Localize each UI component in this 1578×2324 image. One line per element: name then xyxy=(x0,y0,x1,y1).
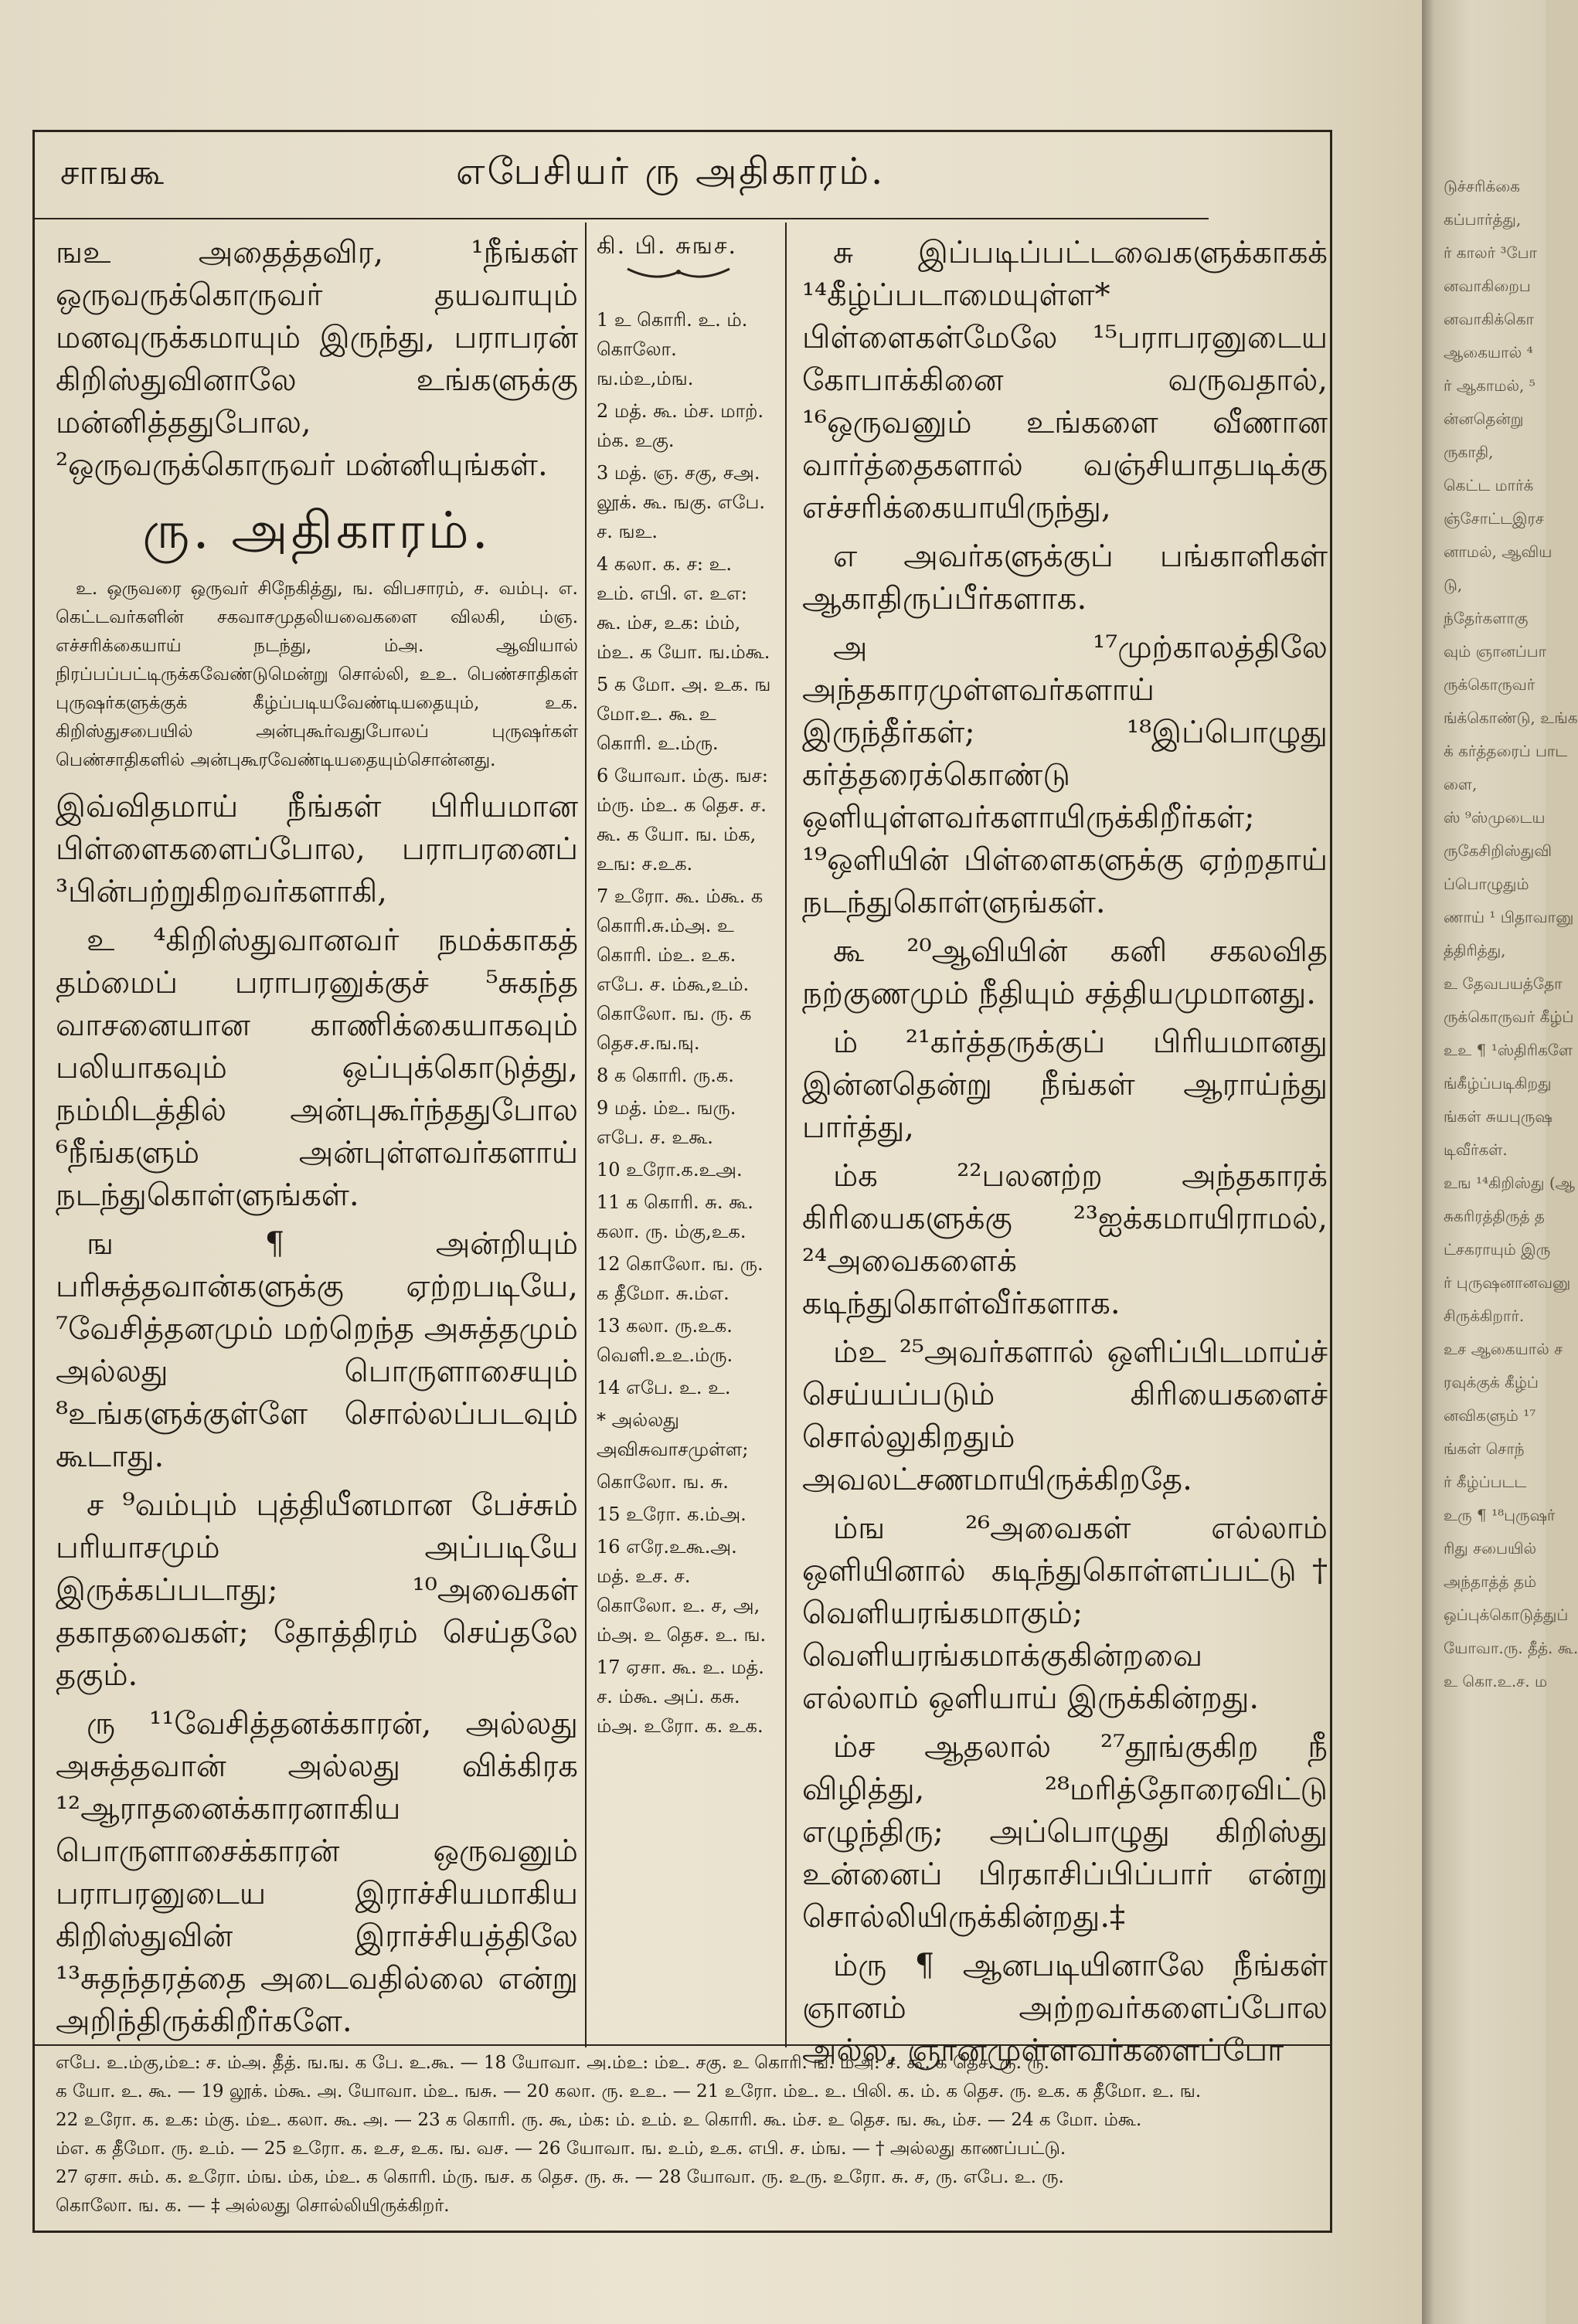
adjacent-page-line: னவாகிக்கொ xyxy=(1444,310,1534,328)
adjacent-page-line: ஸ் ⁹ஸ்முடைய xyxy=(1444,808,1546,827)
adjacent-page-line: ருகாதி, xyxy=(1444,443,1494,461)
footnote-rule xyxy=(35,2044,1330,2046)
adjacent-page-line: ப்பொழுதும் xyxy=(1444,875,1529,893)
adjacent-page-line: னவிகளும் ¹⁷ xyxy=(1444,1406,1536,1425)
adjacent-page-line: ருக்கொருவர் கீழ்ப் xyxy=(1444,1007,1574,1026)
adjacent-page-line: டுச்சரிக்கை xyxy=(1444,177,1520,195)
column-divider-right xyxy=(785,223,787,2047)
era-heading: கி. பி. சுஙச. xyxy=(597,233,738,260)
verse-paragraph: ம்உ ²⁵அவர்களால் ஒளிப்பிடமாய்ச் செய்யப்படும் கிரியைகளைச் சொல்லுகிறதும் அவலட்சணமாயிருக்கிறதே. xyxy=(802,1334,1328,1497)
adjacent-page-line: அந்தாத்த் தம் xyxy=(1444,1572,1537,1591)
adjacent-page-line: ஒப்புக்கொடுத்துப் xyxy=(1444,1605,1569,1624)
cross-reference-column xyxy=(597,232,774,1744)
adjacent-page-line: ருக்கொருவர் xyxy=(1444,675,1535,694)
adjacent-page-edge xyxy=(1422,0,1578,2324)
cross-reference-entry: 12 கொலோ. ங. ரு. க தீமோ. சு.ம்எ. xyxy=(597,1253,763,1304)
adjacent-page-line: ன்னதென்று xyxy=(1444,409,1524,428)
cross-reference-entry: 1 உ கொரி. உ. ம். கொலோ. ங.ம்உ,ம்ங. xyxy=(597,309,748,389)
cross-reference-entry: 2 மத். கூ. ம்ச. மாற். ம்க. உகு. xyxy=(597,400,764,451)
footnote-line: ம்எ. க தீமோ. ரு. உம். — 25 உரோ. க. உச, உக. ங. வச. — 26 யோவா. ங. உம், உக. எபி. ச. ம்ங. — † அல்லது காணப்பட்டு. xyxy=(56,2139,1066,2159)
left-column xyxy=(56,232,578,2049)
right-column xyxy=(802,232,1328,2078)
verse-paragraph: ஙஉ அதைத்தவிர, ¹நீங்கள் ஒருவருக்கொருவர் தயவாயும் மனவுருக்கமாயும் இருந்து, பராபரன் கிறிஸ்துவினாலே உங்களுக்கு மன்னித்ததுபோல, ²ஒருவருக்கொருவர் மன்னியுங்கள். xyxy=(56,235,578,483)
adjacent-page-line: உங ¹⁴கிறிஸ்து (ஆ xyxy=(1444,1174,1575,1192)
adjacent-page-line: ங்க்கொண்டு, உங்க xyxy=(1444,708,1578,727)
verse-paragraph: ம்ங ²⁶அவைகள் எல்லாம் ஒளியினால் கடிந்துகொள்ளப்பட்டு† வெளியரங்கமாகும்; வெளியரங்கமாக்குகின்றவை எல்லாம் ஒளியாய் இருக்கின்றது. xyxy=(802,1510,1328,1716)
adjacent-page-line: உச ஆகையால் ச xyxy=(1444,1340,1563,1358)
cross-reference-entry: 11 க கொரி. சு. கூ. கலா. ரு. ம்கு,உக. xyxy=(597,1191,753,1242)
adjacent-page-line: னவாகிறைப xyxy=(1444,277,1531,295)
adjacent-page-line: ர் கீழ்ப்படட xyxy=(1444,1473,1527,1491)
cross-reference-entry: 15 உரோ. க.ம்அ. xyxy=(597,1503,746,1525)
page-number: சாஙகூ xyxy=(60,153,166,192)
adjacent-page-line: யோவா.ரு. தீத். கூ. xyxy=(1444,1639,1578,1657)
footnote-line: எபே. உ.ம்கு,ம்உ: ச. ம்அ. தீத். ங.ங. க பே. உ.கூ. — 18 யோவா. அ.ம்உ: ம்உ. சகு. உ கொரி. ங. ம்அ: ச. கூ. க தெச. ரு. ரு. xyxy=(56,2053,1049,2073)
cross-reference-entry: 9 மத். ம்உ. ஙரு. எபே. ச. உகூ. xyxy=(597,1097,736,1148)
running-title: எபேசியர் ரு அதிகாரம். xyxy=(456,150,886,193)
adjacent-page-line: ந்தேர்களாகு xyxy=(1444,609,1529,627)
adjacent-page-line: சிருக்கிறார். xyxy=(1444,1306,1525,1325)
verse-paragraph: ம் ²¹கர்த்தருக்குப் பிரியமானது இன்னதென்று நீங்கள் ஆராய்ந்து பார்த்து, xyxy=(802,1024,1328,1145)
cross-reference-entry: கொலோ. ங. சு. xyxy=(597,1471,729,1493)
cross-reference-entry: 6 யோவா. ம்கு. ஙச: ம்ரு. ம்உ. க தெச. ச. கூ. க யோ. ங. ம்க, உங: ச.உக. xyxy=(597,765,768,875)
adjacent-page-line: ங்கீழ்ப்படிகிறது xyxy=(1444,1074,1552,1092)
footnote-line: கொலோ. ங. க. — ‡ அல்லது சொல்லியிருக்கிறர். xyxy=(56,2196,450,2216)
verse-paragraph: ம்க ²²பலனற்ற அந்தகாரக் கிரியைகளுக்கு ²³ஐக்கமாயிராமல், ²⁴அவைகளைக் கடிந்துகொள்வீர்களாக. xyxy=(802,1158,1328,1321)
chapter-title: ரு. அதிகாரம். xyxy=(142,501,491,560)
adjacent-page-line: ங்கள் சுயபுருஷ xyxy=(1444,1107,1552,1126)
adjacent-page-line: னாமல், ஆவிய xyxy=(1444,542,1552,561)
adjacent-page-line: டு, xyxy=(1444,576,1463,594)
verse-paragraph: ங ¶ அன்றியும் பரிசுத்தவான்களுக்கு ஏற்றபடியே, ⁷வேசித்தனமும் மற்றெந்த அசுத்தமும் அல்லது பொருளாசையும் ⁸உங்களுக்குள்ளே சொல்லப்படவும் கூடாது. xyxy=(56,1226,578,1474)
adjacent-page-line: ரவுக்குக் கீழ்ப் xyxy=(1444,1373,1539,1391)
column-divider-left xyxy=(585,223,587,2047)
adjacent-page-line: கெட்ட மார்க் xyxy=(1444,476,1534,494)
adjacent-page-line: உஉ ¶ ¹ஸ்திரிகளே xyxy=(1444,1041,1573,1059)
cross-reference-entry: 14 எபே. உ. உ. xyxy=(597,1377,731,1398)
verse-paragraph: ம்ரு ¶ ஆனபடியினாலே நீங்கள் ஞானம் அற்றவர்களைப்போல அல்ல, ஞானமுள்ளவர்களைப்போ xyxy=(802,1948,1328,2068)
chapter-summary: உ. ஒருவரை ஒருவர் சிநேகித்து, ங. விபசாரம், ச. வம்பு. எ. கெட்டவர்களின் சகவாசமுதலியவைகளை விலகி, ம்ஞ. எச்சரிக்கையாய் நடந்து, ம்அ. ஆவியால் நிரப்பப்பட்டிருக்கவேண்டுமென்று சொல்லி, உஉ. பெண்சாதிகள் புருஷர்களுக்குக் கீழ்ப்படியவேண்டியதையும், உக. கிறிஸ்துசபையில் அன்புகூர்வதுபோலப் புருஷர்கள் பெண்சாதிகளில் அன்புகூரவேண்டியதையும்சொன்னது. xyxy=(56,579,578,770)
adjacent-page-text xyxy=(1444,170,1578,1698)
adjacent-page-line: ட்சகராயும் இரு xyxy=(1444,1240,1551,1259)
adjacent-page-line: உரு ¶ ¹⁸புருஷர் xyxy=(1444,1506,1556,1524)
reference-list xyxy=(597,305,774,1741)
footnote-line: க யோ. உ. கூ. — 19 லூக். ம்கூ. அ. யோவா. ம்உ. ஙசு. — 20 கலா. ரு. உஉ. — 21 உரோ. ம்உ. உ. பிலி. க. ம். க தெச. ரு. உக. க தீமோ. உ. ங. xyxy=(56,2081,1202,2101)
adjacent-page-line: உ தேவபயத்தோ xyxy=(1444,974,1563,993)
header-rule xyxy=(35,218,1209,219)
cross-reference-entry: 16 எரே.உகூ.அ. மத். உச. ச. கொலோ. உ. ச, அ, ம்அ. உ தெச. உ. ங. xyxy=(597,1536,767,1646)
cross-reference-entry: 5 க மோ. அ. உக. ங மோ.உ. கூ. உ கொரி. உ.ம்ரு. xyxy=(597,674,771,754)
adjacent-page-line: த்திரித்து, xyxy=(1444,941,1506,960)
adjacent-page-line: க் கர்த்தரைப் பாட xyxy=(1444,742,1568,760)
adjacent-page-line: ர் ஆகாமல், ⁵ xyxy=(1444,376,1535,395)
cross-reference-entry: 7 உரோ. கூ. ம்கூ. க கொரி.சு.ம்அ. உ கொரி. ம்உ. உக. எபே. ச. ம்கூ,உம். கொலோ. ங. ரு. க தெச.ச.ங.ஙு. xyxy=(597,885,763,1054)
verse-paragraph: உ ⁴கிறிஸ்துவானவர் நமக்காகத் தம்மைப் பராபரனுக்குச் ⁵சுகந்த வாசனையான காணிக்கையாகவும் பலியாகவும் ஒப்புக்கொடுத்து, நம்மிடத்தில் அன்புகூர்ந்ததுபோல ⁶நீங்களும் அன்புள்ளவர்களாய் நடந்துகொள்ளுங்கள். xyxy=(56,922,578,1213)
adjacent-page-line: கப்பார்த்து, xyxy=(1444,210,1522,229)
cross-reference-entry: 4 கலா. க. ச: உ. உம். எபி. எ. உஎ: கூ. ம்ச, உக: ம்ம், ம்உ. க யோ. ங.ம்கூ. xyxy=(597,553,770,663)
verse-paragraph: ரு ¹¹வேசித்தனக்காரன், அல்லது அசுத்தவான் அல்லது விக்கிரக ¹²ஆராதனைக்காரனாகிய பொருளாசைக்காரன் ஒருவனும் பராபரனுடைய இராச்சியமாகிய கிறிஸ்துவின் இராச்சியத்திலே ¹³சுதந்தரத்தை அடைவதில்லை என்று அறிந்திருக்கிறீர்களே. xyxy=(56,1706,578,2039)
adjacent-page-line: ங்கள் சொந் xyxy=(1444,1439,1525,1458)
adjacent-page-line: ரிது சபையில் xyxy=(1444,1539,1537,1558)
cross-reference-entry: 3 மத். ஞ. சகு, சஅ. லூக். கூ. ஙகு. எபே. ச. ஙஉ. xyxy=(597,462,766,542)
ornament-flourish-icon xyxy=(624,263,733,283)
adjacent-page-line: ஞ்சோட்டஇரச xyxy=(1444,509,1544,528)
verse-paragraph: ச ⁹வம்பும் புத்தியீனமான பேச்சும் பரியாசமும் அப்படியே இருக்கப்படாது; ¹⁰அவைகள் தகாதவைகள்; தோத்திரம் செய்தலே தகும். xyxy=(56,1487,578,1693)
adjacent-page-line: ஆகையால் ⁴ xyxy=(1444,343,1533,362)
verse-paragraph: கூ ²⁰ஆவியின் கனி சகலவித நற்குணமும் நீதியும் சத்தியமுமானது. xyxy=(802,933,1328,1011)
verse-paragraph: ம்ச ஆதலால் ²⁷தூங்குகிற நீ விழித்து, ²⁸மரித்தோரைவிட்டு எழுந்திரு; அப்பொழுது கிறிஸ்து உன்னைப் பிரகாசிப்பிப்பார் என்று சொல்லியிருக்கின்றது.‡ xyxy=(802,1729,1328,1935)
adjacent-page-line: வும் ஞானப்பா xyxy=(1444,642,1547,661)
cross-reference-entry: 8 க கொரி. ரு.க. xyxy=(597,1065,734,1086)
adjacent-page-line: சுகரிரத்திருத் த xyxy=(1444,1207,1545,1225)
cross-reference-entry: 13 கலா. ரு.உக. வெளி.உஉ.ம்ரு. xyxy=(597,1315,733,1366)
verse-paragraph: சு இப்படிப்பட்டவைகளுக்காகக் ¹⁴கீழ்ப்படாமையுள்ள* பிள்ளைகள்மேலே ¹⁵பராபரனுடைய கோபாக்கினை வருவதால், ¹⁶ஒருவனும் உங்களை வீணான வார்த்தைகளால் வஞ்சியாதபடிக்கு எச்சரிக்கையாயிருந்து, xyxy=(802,235,1328,525)
adjacent-page-line: உ கொ.உ.ச. ம xyxy=(1444,1672,1548,1690)
verse-paragraph: இவ்விதமாய் நீங்கள் பிரியமான பிள்ளைகளைப்போல, பராபரனைப் ³பின்பற்றுகிறவர்களாகி, xyxy=(56,789,578,909)
verse-paragraph: அ ¹⁷முற்காலத்திலே அந்தகாரமுள்ளவர்களாய் இருந்தீர்கள்; ¹⁸இப்பொழுது கர்த்தரைக்கொண்டு ஒளியுள்ளவர்களாயிருக்கிறீர்கள்; ¹⁹ஒளியின் பிள்ளைகளுக்கு ஏற்றதாய் நடந்துகொள்ளுங்கள். xyxy=(802,630,1328,920)
footnotes xyxy=(56,2049,1323,2220)
adjacent-page-line: ணாய் ¹ பிதாவானு xyxy=(1444,908,1574,926)
verse-paragraph: எ அவர்களுக்குப் பங்காளிகள் ஆகாதிருப்பீர்களாக. xyxy=(802,539,1328,617)
adjacent-page-line: டிவீர்கள். xyxy=(1444,1140,1508,1159)
adjacent-page-line: ர் காலர் ³போ xyxy=(1444,243,1538,262)
adjacent-page-line: ளை, xyxy=(1444,775,1478,793)
adjacent-page-line: ருகேசிறிஸ்துவி xyxy=(1444,841,1552,860)
footnote-line: 22 உரோ. க. உக: ம்கு. ம்உ. கலா. கூ. அ. — 23 க கொரி. ரு. கூ, ம்க: ம். உம். உ கொரி. கூ. ம்ச. உ தெச. ங. கூ, ம்ச. — 24 க மோ. ம்கூ. xyxy=(56,2110,1142,2130)
adjacent-page-line: ர் புருஷனானவனு xyxy=(1444,1273,1571,1292)
footnote-line: 27 ஏசா. சும். க. உரோ. ம்ங. ம்க, ம்உ. க கொரி. ம்ரு. ஙச. க தெச. ரு. சு. — 28 யோவா. ரு. உரு. உரோ. சு. ச, ரு. எபே. உ. ரு. xyxy=(56,2167,1064,2187)
cross-reference-entry: * அல்லது அவிசுவாசமுள்ள; xyxy=(597,1409,749,1460)
cross-reference-entry: 17 ஏசா. கூ. உ. மத். ச. ம்கூ. அப். கசு. ம்அ. உரோ. க. உக. xyxy=(597,1656,764,1737)
cross-reference-entry: 10 உரோ.க.உஅ. xyxy=(597,1159,743,1181)
